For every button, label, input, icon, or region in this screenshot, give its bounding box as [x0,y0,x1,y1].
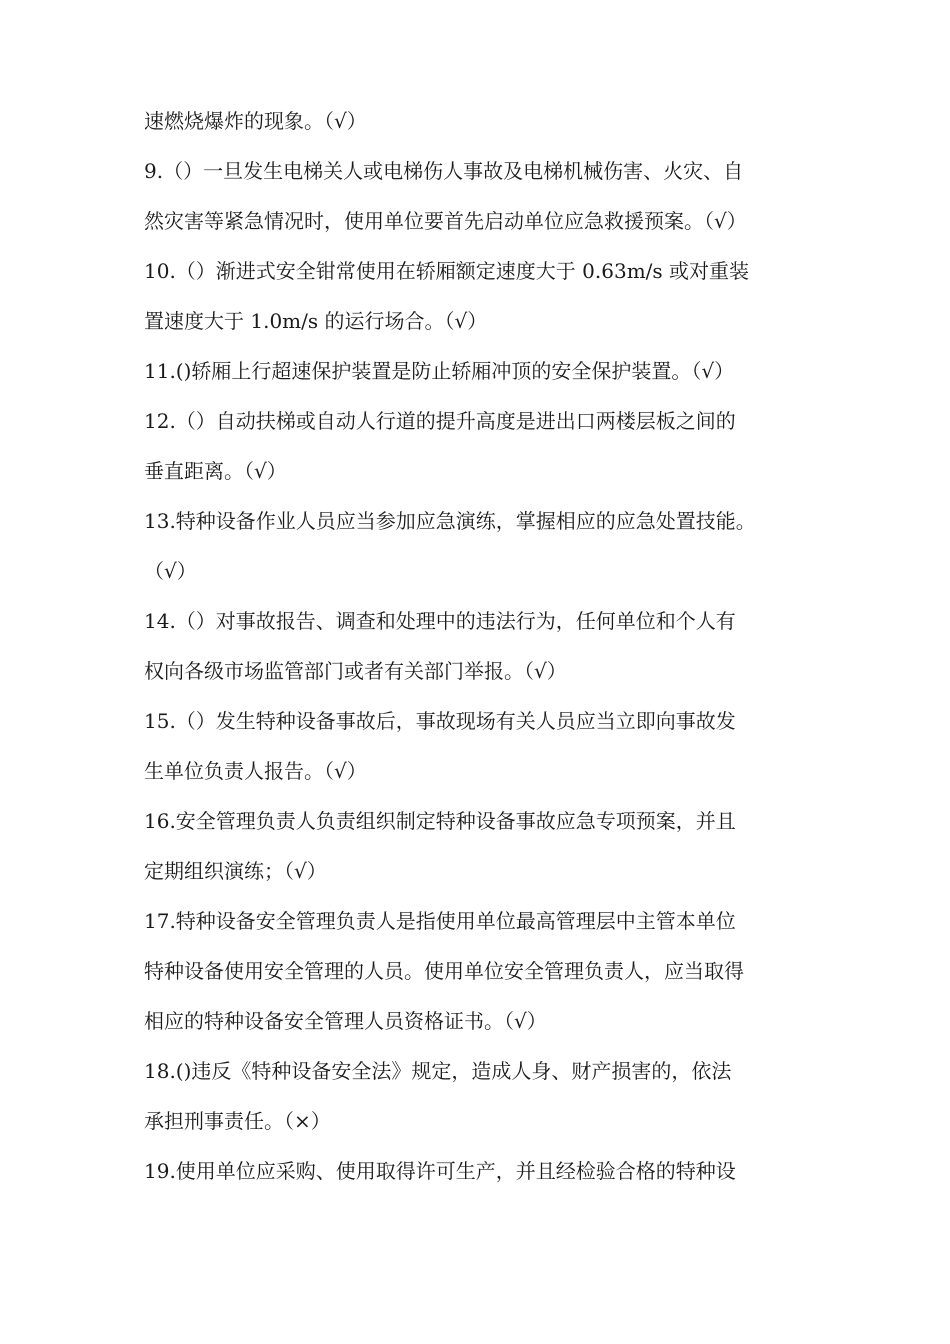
text-line: 16.安全管理负责人负责组织制定特种设备事故应急专项预案，并且 [144,809,736,833]
text-line: 11.()轿厢上行超速保护装置是防止轿厢冲顶的安全保护装置。（√） [144,359,735,383]
question-list [144,96,820,1196]
text-line: 17.特种设备安全管理负责人是指使用单位最高管理层中主管本单位 [144,909,736,933]
text-line: 9.（）一旦发生电梯关人或电梯伤人事故及电梯机械伤害、火灾、自 [144,159,744,183]
text-line: 权向各级市场监管部门或者有关部门举报。（√） [144,659,567,683]
text-line: 速燃烧爆炸的现象。（√） [144,109,367,133]
text-line: （√） [144,559,197,583]
text-line: 然灾害等紧急情况时，使用单位要首先启动单位应急救援预案。（√） [144,209,747,233]
text-line: 定期组织演练；（√） [144,859,327,883]
text-line: 相应的特种设备安全管理人员资格证书。（√） [144,1009,547,1033]
text-line: 垂直距离。（√） [144,459,287,483]
text-line: 承担刑事责任。（×） [144,1109,331,1133]
text-line: 19.使用单位应采购、使用取得许可生产，并且经检验合格的特种设 [144,1159,736,1183]
text-line: 14.（）对事故报告、调查和处理中的违法行为，任何单位和个人有 [144,609,736,633]
text-line: 18.()违反《特种设备安全法》规定，造成人身、财产损害的，依法 [144,1059,732,1083]
text-line: 15.（）发生特种设备事故后，事故现场有关人员应当立即向事故发 [144,709,736,733]
text-line: 特种设备使用安全管理的人员。使用单位安全管理负责人，应当取得 [144,959,744,983]
text-line: 10.（）渐进式安全钳常使用在轿厢额定速度大于 0.63m/s 或对重装 [144,259,750,283]
text-line: 13.特种设备作业人员应当参加应急演练，掌握相应的应急处置技能。 [144,509,756,533]
text-line: 生单位负责人报告。（√） [144,759,367,783]
text-line: 12.（）自动扶梯或自动人行道的提升高度是进出口两楼层板之间的 [144,409,736,433]
text-line: 置速度大于 1.0m/s 的运行场合。（√） [144,309,488,333]
